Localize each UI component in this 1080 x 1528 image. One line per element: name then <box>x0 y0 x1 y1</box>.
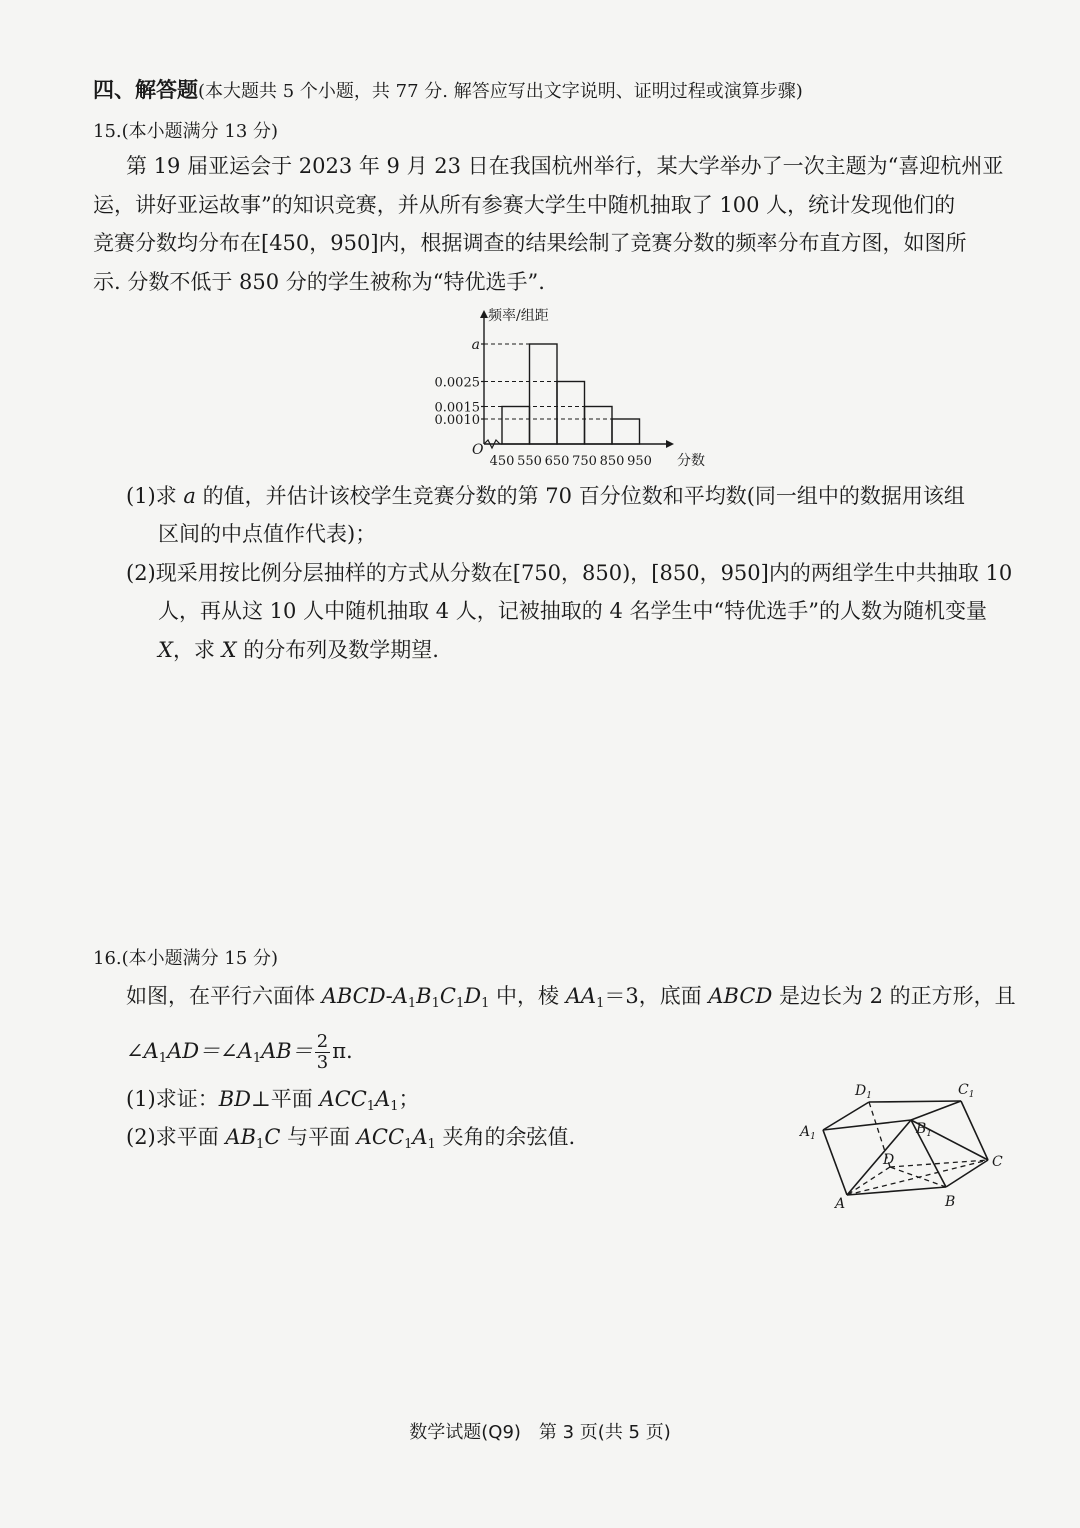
y-axis-label: 频率/组距 <box>488 308 549 324</box>
edge-C1-D1 <box>869 1101 961 1102</box>
q15-sub2-line-2: 人，再从这 10 人中随机抽取 4 人，记被抽取的 4 名学生中“特优选手”的人数为随机变量 <box>158 599 987 623</box>
x-tick-label: 450 <box>489 454 515 469</box>
parallelepiped-figure <box>795 1075 1035 1215</box>
q16-header: 16.(本小题满分 15 分) <box>93 948 279 969</box>
x-tick-label: 850 <box>599 454 625 469</box>
histogram-bar <box>557 382 585 445</box>
edge-C-C1 <box>961 1101 988 1160</box>
q15-sub1-line-1: (1)求 a 的值，并估计该校学生竞赛分数的第 70 百分位数和平均数(同一组中的数据用该组 <box>126 484 965 508</box>
section-note: (本大题共 5 个小题，共 77 分. 解答应写出文字说明、证明过程或演算步骤) <box>198 81 803 102</box>
q16-para-line-1: 如图，在平行六面体 ABCD-$A_1B_1C_1D_1$ 中，棱 $AA_1=3$，底面 ABCD 是边长为 2 的正方形，且 <box>126 984 1016 1011</box>
label-A: A <box>835 1196 846 1212</box>
q15-para-line-1: 第 19 届亚运会于 2023 年 9 月 23 日在我国杭州举行，某大学举办了一次主题为“喜迎杭州亚 <box>126 154 1004 178</box>
y-tick-label: 0.0010 <box>434 413 480 428</box>
label-A1: $A_1$ <box>800 1124 816 1142</box>
y-tick-label: 0.0025 <box>434 375 480 391</box>
label-D1: $D_1$ <box>855 1083 872 1101</box>
section-title: 四、解答题 <box>93 78 198 102</box>
section-heading <box>93 76 803 106</box>
y-tick-label: a <box>471 337 480 353</box>
x-tick-label: 550 <box>517 454 542 469</box>
x-axis-label: 分数 <box>677 453 705 469</box>
y-axis-arrow <box>480 310 488 318</box>
q15-header: 15.(本小题满分 13 分) <box>93 121 279 142</box>
frequency-histogram <box>420 300 720 475</box>
label-D: D <box>883 1152 895 1168</box>
edge-B-C <box>946 1160 988 1187</box>
q15-sub2-line-3: X，求 X 的分布列及数学期望. <box>158 638 439 662</box>
q16-sub1: (1)求证：BD⊥平面 $ACC_1A_1$； <box>126 1087 420 1114</box>
edge-A-A1 <box>823 1130 847 1195</box>
edge-D-A-hidden <box>847 1167 890 1195</box>
q15-para-line-3: 竞赛分数均分布在[450，950]内，根据调查的结果绘制了竞赛分数的频率分布直方图，如图所 <box>93 231 967 255</box>
edge-A-B <box>847 1187 946 1195</box>
histogram-bar <box>530 344 558 444</box>
label-B1: $B_1$ <box>916 1121 933 1139</box>
histogram-bar <box>612 419 640 444</box>
label-C1: $C_1$ <box>958 1082 975 1100</box>
origin-label: O <box>472 442 484 458</box>
x-axis-arrow <box>666 440 674 448</box>
x-tick-label: 650 <box>544 454 570 469</box>
label-B: B <box>945 1194 956 1210</box>
label-C: C <box>992 1154 1003 1170</box>
var-a: a <box>183 484 196 508</box>
x-tick-label: 750 <box>572 454 597 469</box>
edge-B1-C1 <box>911 1101 961 1120</box>
q16-sub2: (2)求平面 $AB_1C$ 与平面 $ACC_1A_1$ 夹角的余弦值. <box>126 1125 576 1152</box>
q15-para-line-4: 示. 分数不低于 850 分的学生被称为“特优选手”. <box>93 270 545 294</box>
x-tick-label: 950 <box>627 454 652 469</box>
q16-para-line-2: $\angle A_1AD=\angle A_1AB=$ $\frac{2}{3}$ π. <box>126 1031 353 1073</box>
histogram-bar <box>585 407 613 445</box>
q15-sub1-line-2: 区间的中点值作代表)； <box>158 522 377 546</box>
q15-sub2-line-1: (2)现采用按比例分层抽样的方式从分数在[750，850)，[850，950]内的两组学生中共抽取 10 <box>126 561 1013 585</box>
fraction-two-thirds: $\frac{2}{3}$ <box>316 1031 329 1073</box>
page-footer: 数学试题(Q9) 第 3 页(共 5 页) <box>409 1422 671 1443</box>
y-tick-label: 0.0015 <box>434 400 480 416</box>
q15-para-line-2: 运，讲好亚运故事”的知识竞赛，并从所有参赛大学生中随机抽取了 100 人，统计发现他们的 <box>93 193 956 217</box>
histogram-bar <box>502 407 530 445</box>
